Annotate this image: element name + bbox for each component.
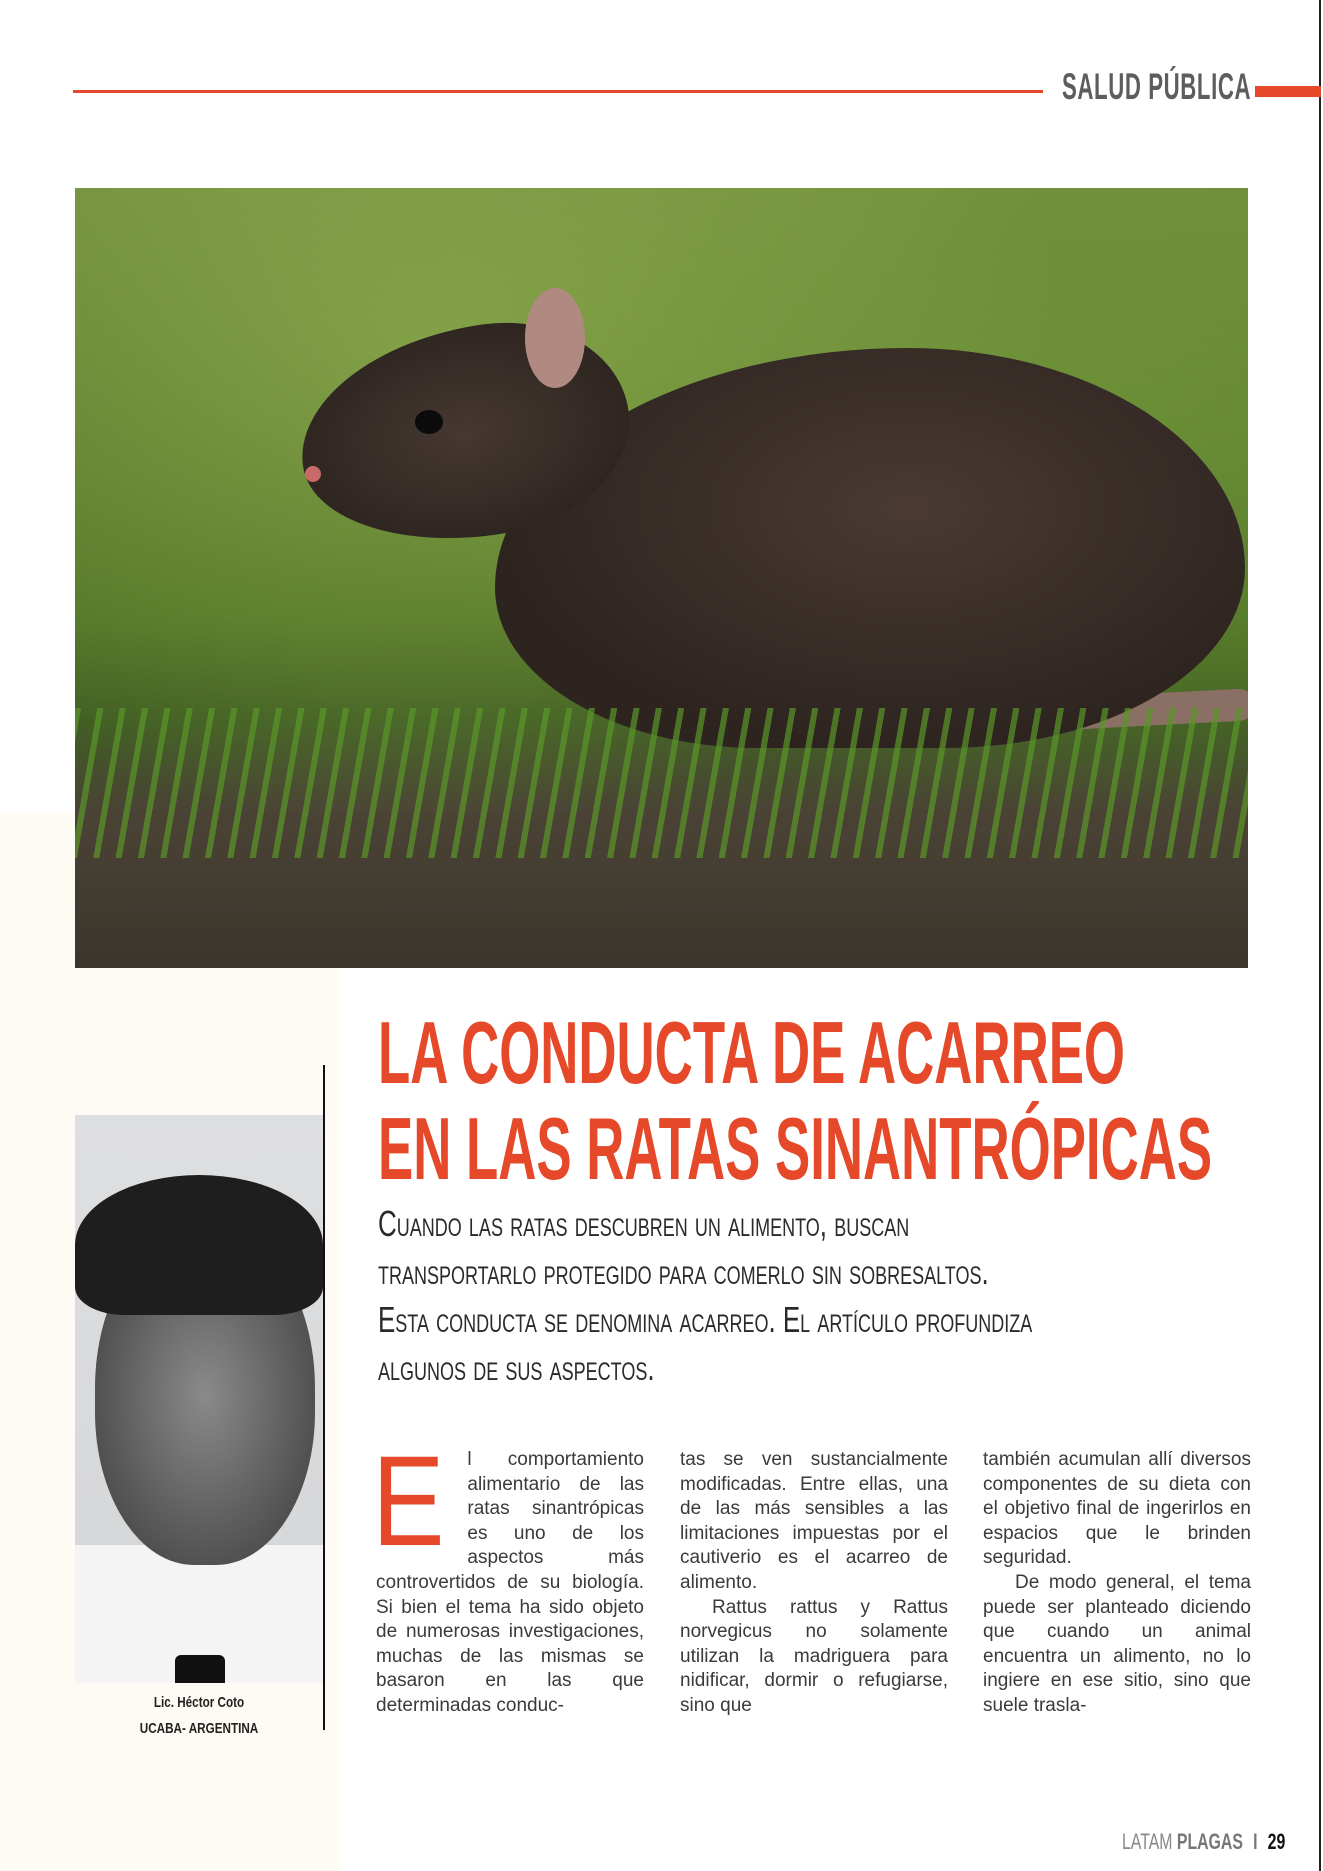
- page-edge-rule: [1319, 0, 1321, 1871]
- header-rule: [73, 90, 1043, 93]
- body-column-3: [983, 1448, 1251, 1719]
- drop-cap: E: [372, 1430, 445, 1573]
- section-label: SALUD PÚBLICA: [1062, 66, 1252, 107]
- rat-ear: [525, 288, 585, 388]
- paragraph: l comportamiento alimentario de las ratas sinantrópicas es uno de los aspectos más controvertidos de su biología. Si bien el tema ha sido objeto de numerosas investigaciones, muchas de las mismas se basaron en las que determinadas conduc-: [376, 1449, 644, 1716]
- footer-separator: I: [1253, 1829, 1258, 1854]
- subtitle-line: Esta conducta se denomina acarreo. El artículo profundiza: [378, 1299, 1033, 1340]
- page-footer: [1122, 1829, 1285, 1855]
- paragraph: Rattus rattus y Rattus norvegicus no solamente utilizan la madriguera para nidificar, dormir o refugiarse, sino que: [680, 1596, 948, 1716]
- subtitle-line: algunos de sus aspectos.: [378, 1347, 655, 1388]
- title-line-2: EN LAS RATAS SINANTRÓPICAS: [378, 1099, 1213, 1198]
- body-column-2: [680, 1448, 948, 1719]
- article-title: [378, 1005, 1212, 1197]
- subtitle-line: Cuando las ratas descubren un alimento, buscan: [378, 1203, 910, 1244]
- grass: [75, 708, 1248, 858]
- footer-brand-bold: PLAGAS: [1176, 1829, 1243, 1854]
- author-caption: [75, 1690, 323, 1742]
- author-affiliation: UCABA- ARGENTINA: [139, 1720, 259, 1737]
- rat-eye: [415, 410, 443, 434]
- paragraph: De modo general, el tema puede ser planteado diciendo que cuando un animal encuentra un alimento, no lo ingiere en ese sitio, sino que suele trasla-: [983, 1571, 1251, 1716]
- title-line-1: LA CONDUCTA DE ACARREO: [378, 1003, 1125, 1102]
- author-name: Lic. Héctor Coto: [153, 1694, 245, 1711]
- rat-nose: [305, 466, 321, 482]
- hero-rat-photo: [75, 188, 1248, 968]
- footer-brand-light: LATAM: [1122, 1829, 1173, 1854]
- paragraph: tas se ven sustancialmente modificadas. Entre ellas, una de las más sensibles a las limitaciones impuestas por el cautiverio es el acarreo de alimento.: [680, 1449, 948, 1593]
- author-divider: [323, 1065, 325, 1730]
- header-accent-bar: [1255, 86, 1321, 97]
- paragraph: también acumulan allí diversos componentes de su dieta con el objetivo final de ingerirlos en espacios que le brinden seguridad.: [983, 1449, 1251, 1569]
- article-subtitle: [378, 1200, 1032, 1392]
- author-photo: [75, 1115, 323, 1683]
- page-number: 29: [1267, 1829, 1286, 1854]
- body-column-1: [372, 1430, 644, 1719]
- subtitle-line: transportarlo protegido para comerlo sin sobresaltos.: [378, 1251, 989, 1292]
